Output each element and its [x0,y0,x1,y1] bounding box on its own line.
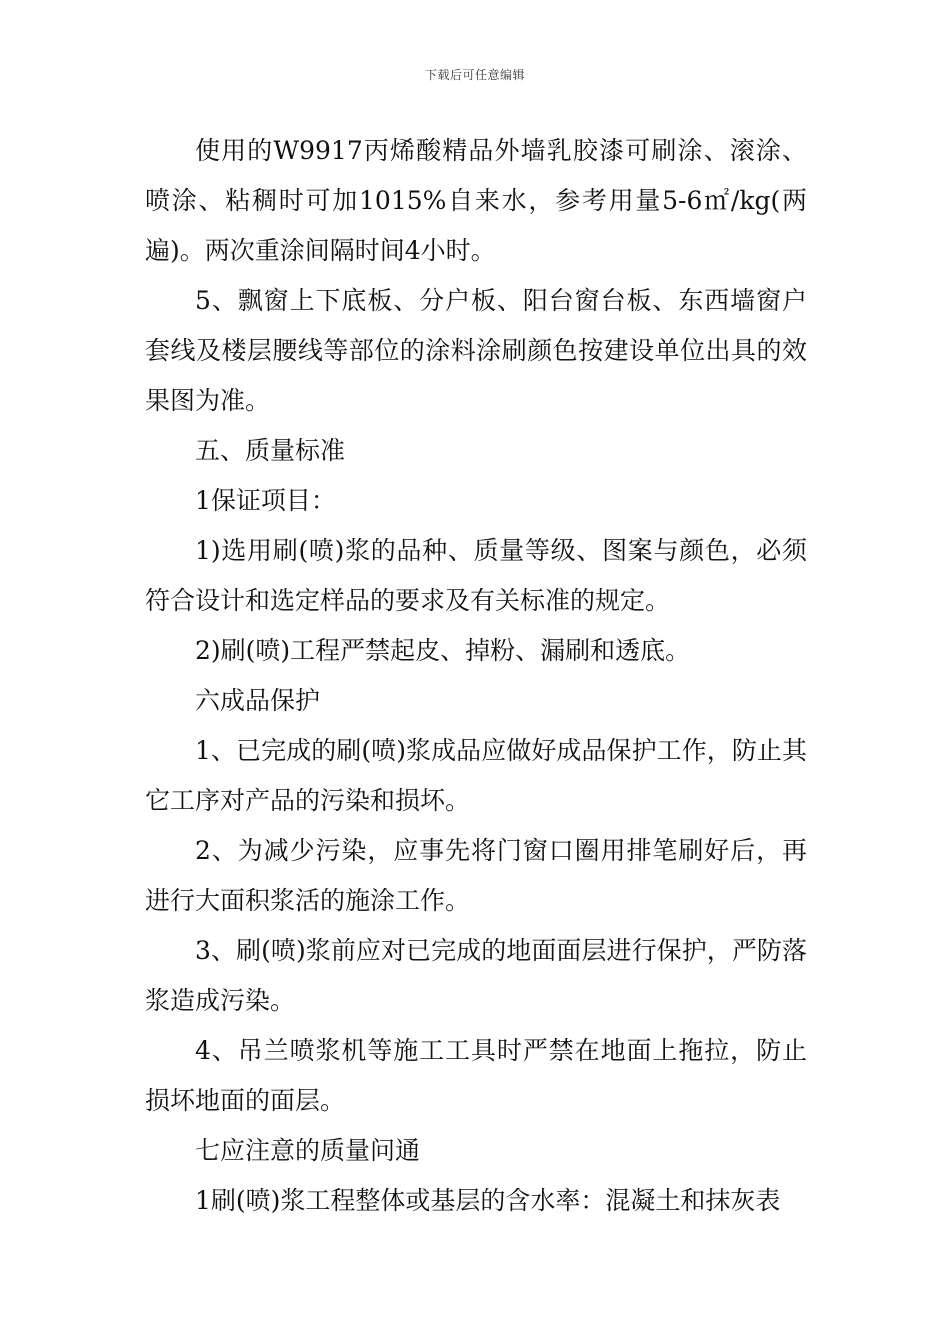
section-heading-quality-standard: 五、质量标准 [195,436,346,465]
paragraph-protection-3: 3、刷(喷)浆前应对已完成的地面面层进行保护，严防落浆造成污染。 [145,936,807,1015]
paragraph-item-5: 5、飘窗上下底板、分户板、阳台窗台板、东西墙窗户套线及楼层腰线等部位的涂料涂刷颜色按建设单位出具的效果图为准。 [145,286,807,415]
document-body [145,126,807,1226]
paragraph-protection-4: 4、吊兰喷浆机等施工工具时严禁在地面上拖拉，防止损坏地面的面层。 [145,1036,807,1115]
page-header-note: 下载后可任意编辑 [424,68,525,82]
paragraph-guarantee-1: 1)选用刷(喷)浆的品种、质量等级、图案与颜色，必须符合设计和选定样品的要求及有关标准的规定。 [145,536,807,615]
paragraph-quality-issue-1: 1刷(喷)浆工程整体或基层的含水率：混凝土和抹灰表 [195,1186,781,1215]
paragraph-protection-1: 1、已完成的刷(喷)浆成品应做好成品保护工作，防止其它工序对产品的污染和损坏。 [145,736,807,815]
paragraph-protection-2: 2、为减少污染，应事先将门窗口圈用排笔刷好后，再进行大面积浆活的施涂工作。 [145,836,807,915]
paragraph-guarantee-2: 2)刷(喷)工程严禁起皮、掉粉、漏刷和透底。 [195,636,691,665]
section-heading-quality-issues: 七应注意的质量问通 [195,1136,421,1165]
subheading-guarantee-items: 1保证项目： [195,486,336,515]
section-heading-product-protection: 六成品保护 [195,686,321,715]
paragraph-paint-usage: 使用的W9917丙烯酸精品外墙乳胶漆可刷涂、滚涂、喷涂、粘稠时可加1015%自来水，参考用量5-6㎡/kg(两遍)。两次重涂间隔时间4小时。 [145,136,807,265]
